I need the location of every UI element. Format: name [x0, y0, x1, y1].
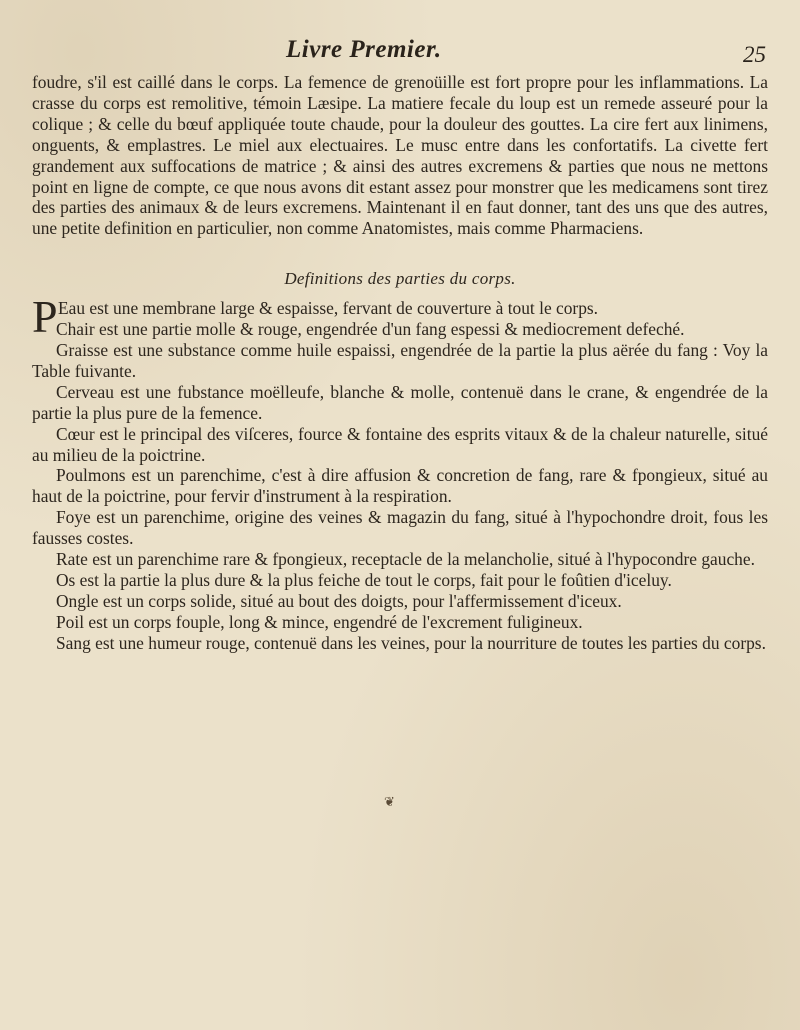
page-header	[0, 36, 800, 76]
intro-paragraph: foudre, s'il est caillé dans le corps. La femence de grenoüille est fort propre pour les inflammations. La crasse du corps est remolitive, témoin Læsipe. La matiere fecale du loup est un remede asseuré pour la colique ; & celle du bœuf appliquée toute chaude, pour la douleur des gouttes. La cire fert aux linimens, onguents, & emplastres. Le miel aux electuaires. Le musc entre dans les confortatifs. La civette fert grandement aux suffocations de matrice ; & ainsi des autres excremens & parties que nous ne mettons point en ligne de compte, ce que nous avons dit estant assez pour monstrer que les medicamens sont tirez des parties des animaux & de leurs excremens. Maintenant il en faut donner, tant des uns que des autres, une petite definition en particulier, non comme Anatomistes, mais comme Pharmaciens.	[32, 72, 768, 239]
definition-ongle: Ongle est un corps solide, situé au bout des doigts, pour l'affermissement d'iceux.	[56, 590, 622, 611]
page-body	[32, 72, 768, 654]
ornament-icon: ❦	[384, 795, 395, 810]
page-number: 25	[743, 42, 766, 67]
running-title: Livre Premier.	[286, 36, 442, 63]
definition-rate: Rate est un parenchime rare & fpongieux, receptacle de la melancholie, situé à l'hypocondre gauche.	[56, 549, 755, 570]
definition-text: Eau est une membrane large & espaisse, fervant de couverture à tout le corps.	[58, 298, 599, 319]
definition-graisse: Graisse est une substance comme huile espaissi, engendrée de la partie la plus aërée du fang : Voy la Table fuivante.	[32, 339, 768, 381]
definition-poulmons: Poulmons est un parenchime, c'est à dire affusion & concretion de fang, rare & fpongieux, situé au haut de la poictrine, pour fervir d'instrument à la respiration.	[32, 465, 768, 507]
drop-cap: P	[32, 291, 58, 343]
definitions-list	[32, 291, 768, 653]
definition-coeur: Cœur est le principal des viſceres, fource & fontaine des esprits vitaux & de la chaleur naturelle, situé au milieu de la poictrine.	[32, 423, 768, 465]
definition-foye: Foye est un parenchime, origine des veines & magazin du fang, situé à l'hypochondre droit, fous les fausses costes.	[32, 507, 768, 549]
definition-sang: Sang est une humeur rouge, contenuë dans les veines, pour la nourriture de toutes les parties du corps.	[56, 632, 766, 653]
definition-os: Os est la partie la plus dure & la plus feiche de tout le corps, fait pour le foûtien d'iceluy.	[56, 569, 672, 590]
section-heading: Definitions des parties du corps.	[284, 269, 516, 289]
definition-poil: Poil est un corps fouple, long & mince, engendré de l'excrement fuligineux.	[56, 611, 583, 632]
definition-cerveau: Cerveau est une fubstance moëlleufe, blanche & molle, contenuë dans le crane, & engendrée de la partie la plus pure de la femence.	[32, 381, 768, 423]
definition-chair: Chair est une partie molle & rouge, engendrée d'un fang espessi & mediocrement defeché.	[56, 319, 685, 340]
